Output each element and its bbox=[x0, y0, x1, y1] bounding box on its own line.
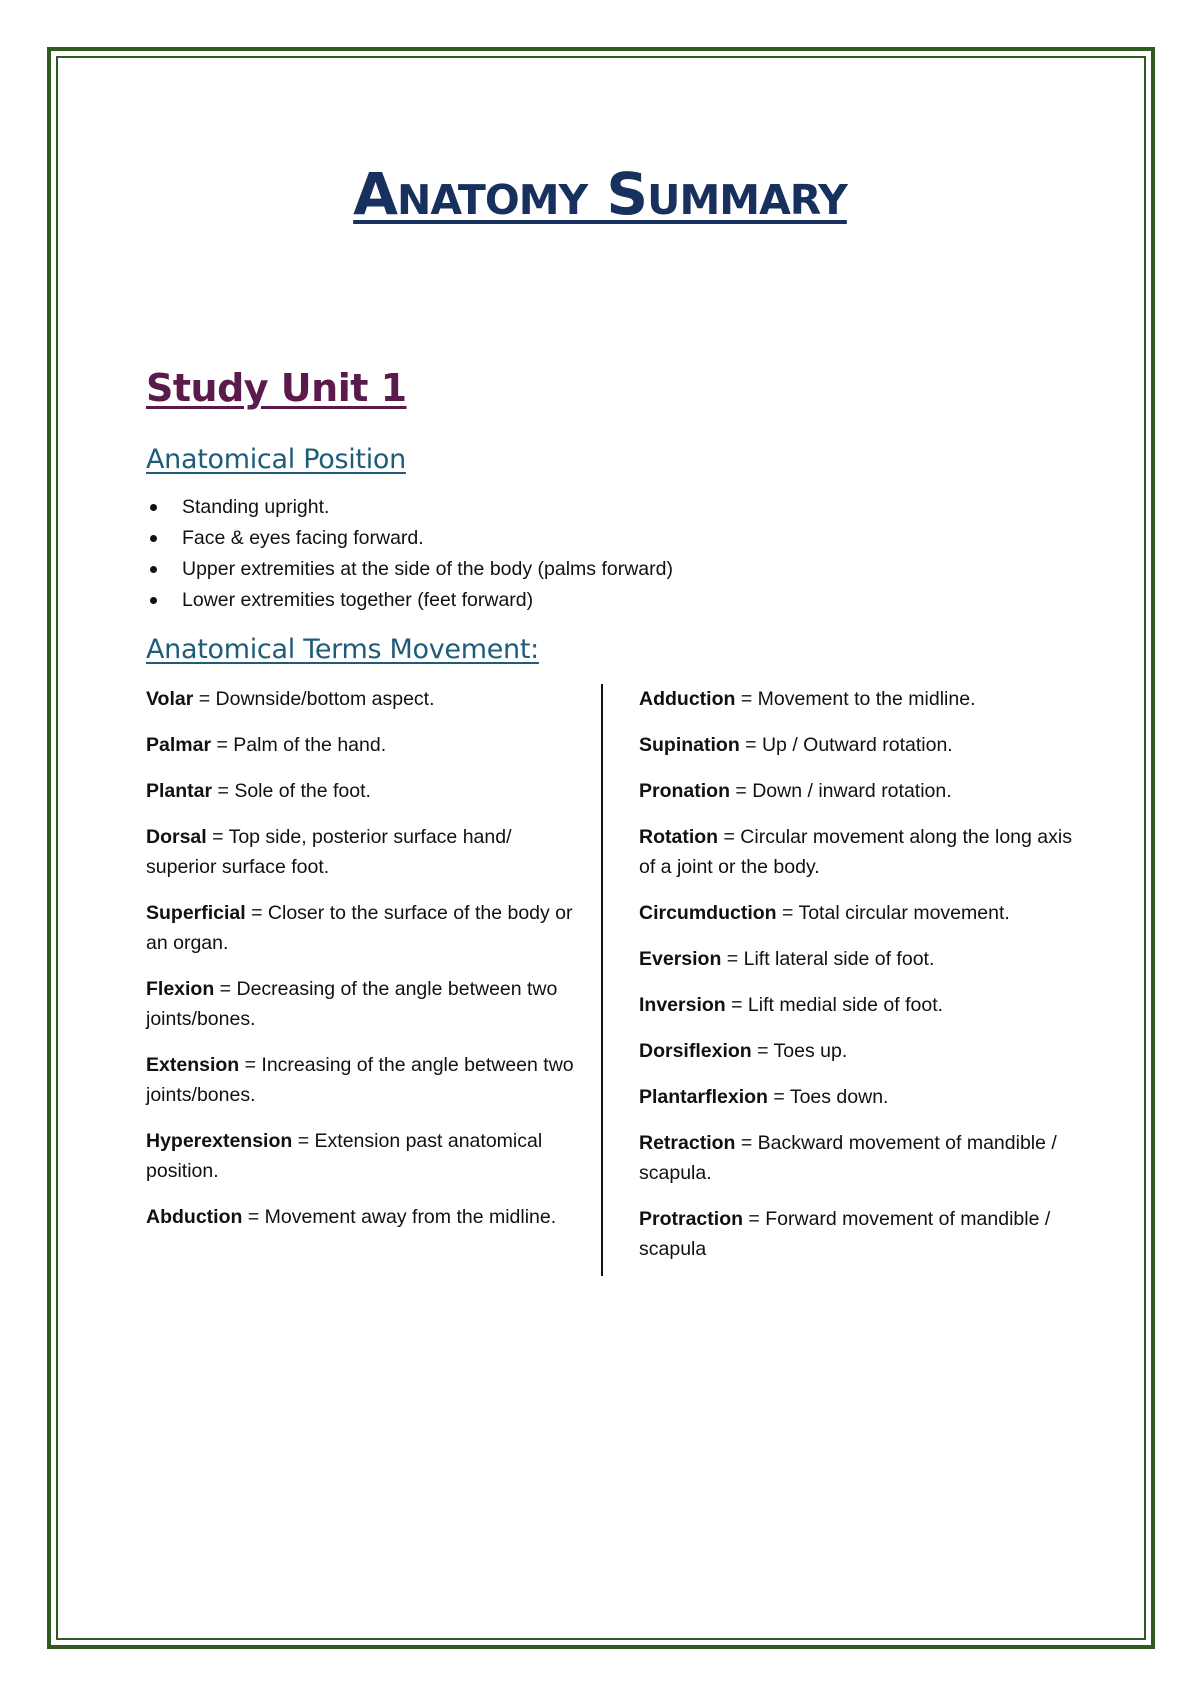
term-entry bbox=[146, 776, 576, 806]
term-name: Dorsal bbox=[146, 826, 207, 848]
term-definition: = Top side, posterior surface hand/ superior surface foot. bbox=[146, 826, 512, 878]
bullet-icon bbox=[150, 504, 157, 511]
term-definition: = Movement away from the midline. bbox=[242, 1206, 557, 1228]
term-name: Extension bbox=[146, 1054, 240, 1076]
list-item bbox=[146, 585, 673, 616]
term-entry bbox=[639, 1204, 1079, 1264]
term-name: Palmar bbox=[146, 734, 212, 756]
term-entry bbox=[146, 684, 576, 714]
term-name: Plantar bbox=[146, 780, 213, 802]
term-definition: = Decreasing of the angle between two joints/bones. bbox=[146, 978, 558, 1030]
term-name: Flexion bbox=[146, 978, 215, 1000]
term-name: Pronation bbox=[639, 780, 730, 802]
list-item-text: Lower extremities together (feet forward) bbox=[182, 589, 534, 611]
term-entry bbox=[639, 1036, 1079, 1066]
term-entry bbox=[146, 822, 576, 882]
term-definition: = Circular movement along the long axis of a joint or the body. bbox=[639, 826, 1072, 878]
list-item-text: Face & eyes facing forward. bbox=[182, 527, 424, 549]
list-item bbox=[146, 554, 673, 585]
term-entry bbox=[146, 1050, 576, 1110]
list-item bbox=[146, 492, 673, 523]
term-entry bbox=[639, 1128, 1079, 1188]
term-name: Abduction bbox=[146, 1206, 243, 1228]
term-name: Inversion bbox=[639, 994, 726, 1016]
term-definition: = Palm of the hand. bbox=[211, 734, 387, 756]
term-name: Hyperextension bbox=[146, 1130, 293, 1152]
anatomical-position-list bbox=[146, 492, 673, 616]
term-name: Retraction bbox=[639, 1132, 736, 1154]
term-definition: = Downside/bottom aspect. bbox=[193, 688, 435, 710]
term-name: Adduction bbox=[639, 688, 736, 710]
term-name: Circumduction bbox=[639, 902, 777, 924]
term-entry bbox=[639, 990, 1079, 1020]
term-definition: = Total circular movement. bbox=[776, 902, 1010, 924]
anatomical-position-heading: Anatomical Position bbox=[146, 444, 406, 475]
movement-terms-heading: Anatomical Terms Movement: bbox=[146, 634, 539, 665]
term-definition: = Lift medial side of foot. bbox=[725, 994, 944, 1016]
term-entry bbox=[146, 974, 576, 1034]
term-entry bbox=[639, 944, 1079, 974]
document-title: Anatomy Summary bbox=[353, 160, 847, 228]
term-entry bbox=[639, 1082, 1079, 1112]
term-name: Superficial bbox=[146, 902, 246, 924]
column-divider bbox=[601, 684, 603, 1276]
term-definition: = Toes down. bbox=[767, 1086, 889, 1108]
term-definition: = Down / inward rotation. bbox=[730, 780, 952, 802]
term-name: Supination bbox=[639, 734, 740, 756]
bullet-icon bbox=[150, 566, 157, 573]
term-definition: = Extension past anatomical position. bbox=[146, 1130, 543, 1182]
term-entry bbox=[639, 730, 1079, 760]
term-definition: = Forward movement of mandible / scapula bbox=[639, 1208, 1051, 1260]
bullet-icon bbox=[150, 535, 157, 542]
term-definition: = Up / Outward rotation. bbox=[739, 734, 953, 756]
term-entry bbox=[146, 1202, 576, 1232]
term-definition: = Increasing of the angle between two joints/bones. bbox=[146, 1054, 574, 1106]
movement-terms-left-column bbox=[146, 684, 576, 1248]
study-unit-title: Study Unit 1 bbox=[146, 366, 407, 410]
term-definition: = Toes up. bbox=[751, 1040, 848, 1062]
term-definition: = Closer to the surface of the body or an organ. bbox=[146, 902, 573, 954]
term-entry bbox=[639, 776, 1079, 806]
term-definition: = Lift lateral side of foot. bbox=[721, 948, 935, 970]
term-entry bbox=[146, 730, 576, 760]
list-item-text: Upper extremities at the side of the body (palms forward) bbox=[182, 558, 673, 580]
term-entry bbox=[639, 684, 1079, 714]
term-entry bbox=[146, 1126, 576, 1186]
term-name: Eversion bbox=[639, 948, 722, 970]
term-name: Dorsiflexion bbox=[639, 1040, 752, 1062]
term-definition: = Backward movement of mandible / scapula. bbox=[639, 1132, 1057, 1184]
term-definition: = Sole of the foot. bbox=[212, 780, 371, 802]
term-entry bbox=[146, 898, 576, 958]
list-item-text: Standing upright. bbox=[182, 496, 330, 518]
term-definition: = Movement to the midline. bbox=[735, 688, 976, 710]
term-entry bbox=[639, 898, 1079, 928]
term-name: Protraction bbox=[639, 1208, 744, 1230]
term-name: Volar bbox=[146, 688, 194, 710]
bullet-icon bbox=[150, 597, 157, 604]
list-item bbox=[146, 523, 673, 554]
movement-terms-right-column bbox=[639, 684, 1079, 1280]
term-entry bbox=[639, 822, 1079, 882]
term-name: Rotation bbox=[639, 826, 719, 848]
term-name: Plantarflexion bbox=[639, 1086, 768, 1108]
